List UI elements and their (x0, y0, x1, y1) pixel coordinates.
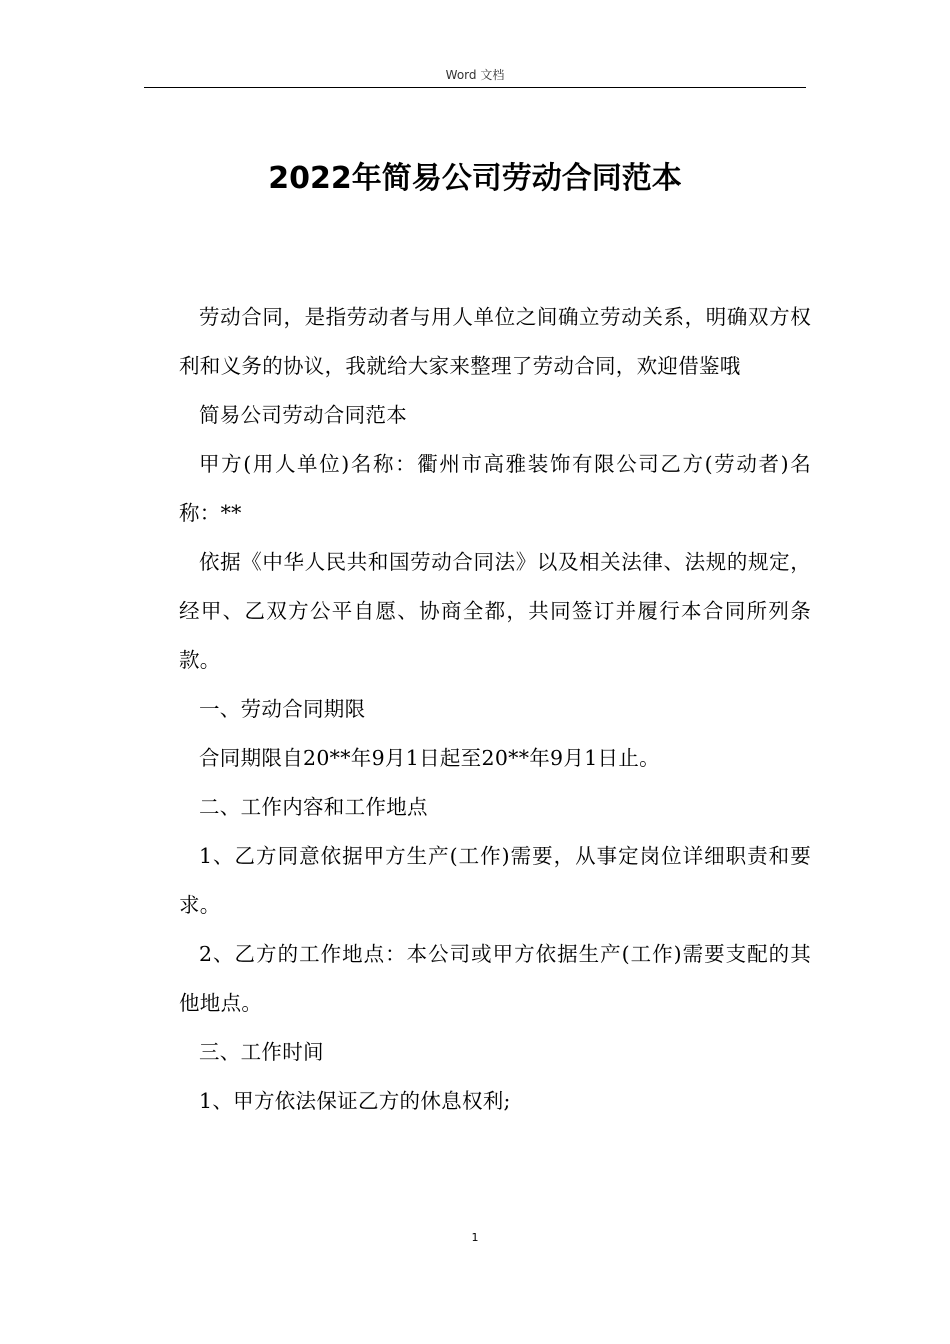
paragraph-hours-1: 1、甲方依法保证乙方的休息权利; (199, 1089, 511, 1113)
paragraph-subtitle: 简易公司劳动合同范本 (199, 403, 407, 427)
paragraph-term: 合同期限自20**年9月1日起至20**年9月1日止。 (199, 746, 660, 770)
paragraph-basis: 依据《中华人民共和国劳动合同法》以及相关法律、法规的规定，经甲、乙双方公平自愿、协商全都，共同签订并履行本合同所列条款。 (179, 550, 811, 672)
section-heading-hours: 三、工作时间 (199, 1040, 324, 1064)
page-number: 1 (471, 1231, 479, 1244)
paragraph-intro: 劳动合同，是指劳动者与用人单位之间确立劳动关系，明确双方权利和义务的协议，我就给大家来整理了劳动合同，欢迎借鉴哦 (179, 305, 811, 378)
paragraph-work-1: 1、乙方同意依据甲方生产(工作)需要，从事定岗位详细职责和要求。 (179, 844, 811, 917)
paragraph-work-2: 2、乙方的工作地点：本公司或甲方依据生产(工作)需要支配的其他地点。 (179, 942, 811, 1015)
section-heading-work: 二、工作内容和工作地点 (199, 795, 428, 819)
paragraph-parties: 甲方(用人单位)名称：衢州市高雅装饰有限公司乙方(劳动者)名称：** (179, 452, 811, 525)
document-body (179, 293, 811, 1126)
header-divider (144, 87, 806, 88)
document-title: 2022年简易公司劳动合同范本 (268, 161, 682, 196)
section-heading-term: 一、劳动合同期限 (199, 697, 366, 721)
page-header: Word 文档 (445, 68, 505, 82)
